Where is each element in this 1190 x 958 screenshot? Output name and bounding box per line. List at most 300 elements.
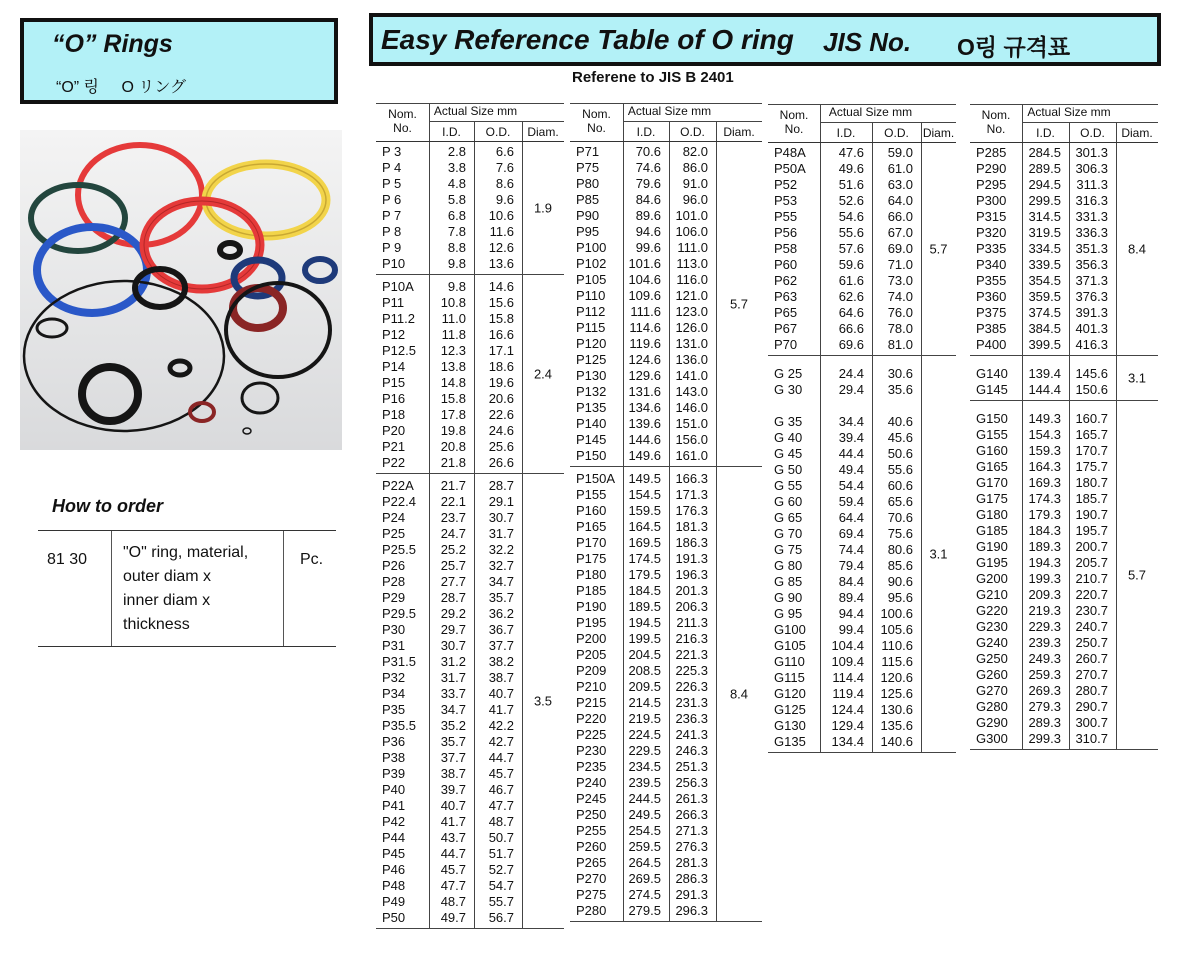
cell-id: 399.5 bbox=[1028, 337, 1061, 352]
cell-nom: P35 bbox=[382, 702, 406, 717]
table-row bbox=[570, 336, 762, 352]
table-row bbox=[570, 487, 762, 503]
table-row bbox=[376, 478, 564, 494]
cell-id: 7.8 bbox=[447, 224, 466, 239]
order-description-line: thickness bbox=[123, 616, 190, 633]
table-row bbox=[570, 240, 762, 256]
cell-od: 206.3 bbox=[675, 599, 708, 614]
table-row bbox=[570, 471, 762, 487]
table-row bbox=[570, 432, 762, 448]
cell-nom: G180 bbox=[976, 507, 1008, 522]
cell-nom: G240 bbox=[976, 635, 1008, 650]
cell-nom: P50 bbox=[382, 910, 406, 925]
cell-id: 154.3 bbox=[1028, 427, 1061, 442]
table-row bbox=[570, 384, 762, 400]
table-row bbox=[970, 177, 1158, 193]
cell-nom: P12.5 bbox=[382, 343, 416, 358]
cell-nom: P255 bbox=[576, 823, 607, 838]
table-row bbox=[970, 699, 1158, 715]
cell-od: 44.7 bbox=[488, 750, 514, 765]
header-od: O.D. bbox=[680, 125, 705, 139]
table-row bbox=[570, 599, 762, 615]
cell-nom: G 50 bbox=[774, 462, 803, 477]
table-row bbox=[376, 455, 564, 471]
size-group bbox=[376, 275, 564, 474]
cell-id: 139.4 bbox=[1028, 366, 1061, 381]
cell-id: 259.3 bbox=[1028, 667, 1061, 682]
cell-od: 60.6 bbox=[887, 478, 913, 493]
cell-od: 105.6 bbox=[880, 622, 913, 637]
cell-od: 59.0 bbox=[887, 145, 913, 160]
cell-od: 220.7 bbox=[1075, 587, 1108, 602]
cell-id: 299.5 bbox=[1028, 193, 1061, 208]
table-row bbox=[970, 209, 1158, 225]
cell-id: 254.5 bbox=[628, 823, 661, 838]
cell-nom: P205 bbox=[576, 647, 607, 662]
table-row bbox=[970, 587, 1158, 603]
header-no: No. bbox=[393, 121, 412, 135]
table-row bbox=[768, 161, 956, 177]
table-row bbox=[970, 321, 1158, 337]
table-row bbox=[376, 798, 564, 814]
table-row bbox=[376, 606, 564, 622]
cell-od: 86.0 bbox=[682, 160, 708, 175]
cell-od: 63.0 bbox=[887, 177, 913, 192]
cell-od: 201.3 bbox=[675, 583, 708, 598]
cell-od: 85.6 bbox=[887, 558, 913, 573]
cell-nom: P112 bbox=[576, 304, 606, 319]
cell-id: 101.6 bbox=[628, 256, 661, 271]
cell-id: 54.6 bbox=[838, 209, 864, 224]
table-header bbox=[768, 104, 956, 143]
table-row bbox=[570, 903, 762, 919]
cell-id: 119.4 bbox=[832, 686, 864, 701]
table-row bbox=[768, 622, 956, 638]
cell-od: 216.3 bbox=[675, 631, 708, 646]
header-nom-no bbox=[570, 103, 623, 142]
cell-od: 56.7 bbox=[488, 910, 514, 925]
cell-id: 208.5 bbox=[628, 663, 661, 678]
cell-nom: P 7 bbox=[382, 208, 402, 223]
cell-id: 249.3 bbox=[1028, 651, 1061, 666]
cell-id: 209.3 bbox=[1028, 587, 1061, 602]
group-divider bbox=[623, 467, 624, 921]
cell-nom: P49 bbox=[382, 894, 406, 909]
cell-id: 19.8 bbox=[440, 423, 466, 438]
cell-id: 22.1 bbox=[440, 494, 466, 509]
table-row bbox=[376, 590, 564, 606]
table-row bbox=[970, 651, 1158, 667]
cell-nom: P195 bbox=[576, 615, 607, 630]
header-divider bbox=[921, 122, 922, 143]
group-divider bbox=[1069, 356, 1070, 400]
cell-nom: G 30 bbox=[774, 382, 803, 397]
table-row bbox=[376, 423, 564, 439]
table-row bbox=[376, 654, 564, 670]
table-row bbox=[570, 631, 762, 647]
cell-id: 49.4 bbox=[838, 462, 864, 477]
cell-nom: P285 bbox=[976, 145, 1007, 160]
cell-id: 20.8 bbox=[440, 439, 466, 454]
header-divider bbox=[872, 122, 873, 143]
cell-id: 279.3 bbox=[1028, 699, 1061, 714]
cell-id: 169.3 bbox=[1028, 475, 1061, 490]
table-row bbox=[768, 510, 956, 526]
cell-id: 64.4 bbox=[838, 510, 864, 525]
cell-id: 99.4 bbox=[838, 622, 864, 637]
order-description-line: "O" ring, material, bbox=[123, 544, 249, 561]
cell-id: 229.3 bbox=[1028, 619, 1061, 634]
table-row bbox=[970, 715, 1158, 731]
cell-od: 106.0 bbox=[675, 224, 708, 239]
cell-nom: P42 bbox=[382, 814, 406, 829]
cell-od: 271.3 bbox=[675, 823, 708, 838]
cell-nom: P360 bbox=[976, 289, 1007, 304]
cell-nom: P53 bbox=[774, 193, 798, 208]
cell-od: 9.6 bbox=[495, 192, 514, 207]
size-group bbox=[376, 474, 564, 929]
cell-id: 129.4 bbox=[831, 718, 864, 733]
cell-od: 165.7 bbox=[1075, 427, 1108, 442]
cell-nom: P320 bbox=[976, 225, 1007, 240]
table-row bbox=[768, 478, 956, 494]
cell-od: 81.0 bbox=[887, 337, 913, 352]
cell-id: 35.7 bbox=[440, 734, 466, 749]
cell-id: 214.5 bbox=[628, 695, 661, 710]
cell-id: 69.6 bbox=[838, 337, 864, 352]
cell-nom: P185 bbox=[576, 583, 607, 598]
cell-id: 314.5 bbox=[1028, 209, 1061, 224]
table-row bbox=[570, 416, 762, 432]
cell-nom: P335 bbox=[976, 241, 1007, 256]
cell-id: 239.3 bbox=[1028, 635, 1061, 650]
cell-id: 33.7 bbox=[440, 686, 466, 701]
header-nom-no bbox=[970, 104, 1022, 143]
cell-nom: P140 bbox=[576, 416, 607, 431]
cell-od: 180.7 bbox=[1075, 475, 1108, 490]
cell-id: 159.3 bbox=[1028, 443, 1061, 458]
cell-od: 130.6 bbox=[880, 702, 913, 717]
cell-nom: G 75 bbox=[774, 542, 803, 557]
header-actual-size: Actual Size mm bbox=[828, 105, 913, 119]
cell-id: 69.4 bbox=[838, 526, 864, 541]
table-row bbox=[970, 523, 1158, 539]
cell-od: 36.2 bbox=[488, 606, 514, 621]
table-row bbox=[570, 503, 762, 519]
size-table-column-2 bbox=[570, 103, 762, 922]
cell-od: 20.6 bbox=[488, 391, 514, 406]
cell-od: 90.6 bbox=[887, 574, 913, 589]
cell-nom: G140 bbox=[976, 366, 1008, 381]
cell-nom: P230 bbox=[576, 743, 607, 758]
cell-id: 5.8 bbox=[447, 192, 466, 207]
cell-diam: 5.7 bbox=[929, 241, 948, 257]
table-row bbox=[570, 176, 762, 192]
table-row bbox=[570, 887, 762, 903]
cell-nom: P10 bbox=[382, 256, 406, 271]
cell-nom: P 5 bbox=[382, 176, 402, 191]
cell-nom: P260 bbox=[576, 839, 607, 854]
cell-od: 69.0 bbox=[887, 241, 913, 256]
cell-id: 54.4 bbox=[838, 478, 864, 493]
cell-nom: P150A bbox=[576, 471, 616, 486]
cell-id: 224.5 bbox=[628, 727, 661, 742]
cell-diam: 1.9 bbox=[533, 200, 553, 216]
table-row bbox=[570, 711, 762, 727]
cell-od: 65.6 bbox=[887, 494, 913, 509]
cell-id: 144.6 bbox=[628, 432, 661, 447]
order-code: 81 30 bbox=[38, 531, 112, 646]
cell-nom: P41 bbox=[382, 798, 406, 813]
o-rings-photo bbox=[20, 130, 342, 450]
cell-id: 319.5 bbox=[1028, 225, 1061, 240]
cell-nom: P40 bbox=[382, 782, 406, 797]
table-row bbox=[570, 807, 762, 823]
cell-id: 45.7 bbox=[440, 862, 466, 877]
cell-nom: G190 bbox=[976, 539, 1008, 554]
table-reference: Referene to JIS B 2401 bbox=[572, 69, 734, 86]
cell-nom: P375 bbox=[976, 305, 1007, 320]
cell-nom: P355 bbox=[976, 273, 1007, 288]
cell-od: 143.0 bbox=[675, 384, 708, 399]
cell-nom: G 40 bbox=[774, 430, 803, 445]
table-row bbox=[768, 366, 956, 382]
table-row bbox=[570, 192, 762, 208]
cell-od: 40.7 bbox=[488, 686, 514, 701]
cell-id: 154.5 bbox=[628, 487, 661, 502]
cell-od: 290.7 bbox=[1075, 699, 1108, 714]
table-row bbox=[570, 743, 762, 759]
cell-id: 13.8 bbox=[440, 359, 466, 374]
table-row bbox=[970, 225, 1158, 241]
group-divider bbox=[474, 474, 475, 928]
table-row bbox=[768, 670, 956, 686]
table-row bbox=[570, 663, 762, 679]
cell-nom: P 4 bbox=[382, 160, 402, 175]
cell-id: 79.4 bbox=[838, 558, 864, 573]
cell-nom: P290 bbox=[976, 161, 1007, 176]
cell-nom: P63 bbox=[774, 289, 798, 304]
cell-nom: P18 bbox=[382, 407, 406, 422]
table-row bbox=[376, 750, 564, 766]
cell-od: 376.3 bbox=[1075, 289, 1108, 304]
cell-nom: P50A bbox=[774, 161, 806, 176]
cell-od: 100.6 bbox=[880, 606, 913, 621]
cell-id: 17.8 bbox=[440, 407, 466, 422]
cell-nom: P 9 bbox=[382, 240, 402, 255]
cell-od: 26.6 bbox=[488, 455, 514, 470]
cell-id: 109.4 bbox=[831, 654, 864, 669]
cell-id: 149.3 bbox=[1028, 411, 1061, 426]
table-row bbox=[376, 542, 564, 558]
cell-id: 51.6 bbox=[838, 177, 864, 192]
cell-od: 401.3 bbox=[1075, 321, 1108, 336]
table-row bbox=[970, 683, 1158, 699]
table-row bbox=[768, 337, 956, 353]
cell-id: 244.5 bbox=[628, 791, 661, 806]
table-row bbox=[376, 814, 564, 830]
cell-diam: 5.7 bbox=[729, 296, 749, 312]
cell-od: 111.0 bbox=[677, 240, 708, 255]
cell-od: 19.6 bbox=[488, 375, 514, 390]
cell-id: 49.7 bbox=[440, 910, 466, 925]
group-divider bbox=[872, 143, 873, 355]
cell-nom: P130 bbox=[576, 368, 607, 383]
order-description-line: inner diam x bbox=[123, 592, 211, 609]
cell-nom: P235 bbox=[576, 759, 607, 774]
cell-id: 2.8 bbox=[447, 144, 466, 159]
cell-od: 28.7 bbox=[488, 478, 514, 493]
header-id: I.D. bbox=[442, 125, 461, 139]
cell-od: 54.7 bbox=[488, 878, 514, 893]
header-actual-size: Actual Size mm bbox=[627, 104, 712, 118]
header-id: I.D. bbox=[1036, 126, 1055, 140]
table-row bbox=[970, 539, 1158, 555]
header-mid-rule bbox=[623, 121, 762, 122]
table-row bbox=[376, 295, 564, 311]
cell-od: 34.7 bbox=[488, 574, 514, 589]
size-group bbox=[768, 143, 956, 356]
cell-nom: P225 bbox=[576, 727, 607, 742]
cell-od: 160.7 bbox=[1075, 411, 1108, 426]
group-divider bbox=[429, 474, 430, 928]
table-row bbox=[970, 507, 1158, 523]
cell-id: 359.5 bbox=[1028, 289, 1061, 304]
cell-od: 76.0 bbox=[887, 305, 913, 320]
cell-nom: P15 bbox=[382, 375, 406, 390]
table-row bbox=[768, 209, 956, 225]
cell-id: 64.6 bbox=[838, 305, 864, 320]
cell-od: 30.7 bbox=[488, 510, 514, 525]
table-row bbox=[570, 144, 762, 160]
cell-nom: G125 bbox=[774, 702, 806, 717]
table-row bbox=[376, 734, 564, 750]
table-row bbox=[970, 305, 1158, 321]
cell-od: 356.3 bbox=[1075, 257, 1108, 272]
cell-id: 149.5 bbox=[628, 471, 661, 486]
cell-od: 260.7 bbox=[1075, 651, 1108, 666]
cell-id: 21.7 bbox=[440, 478, 466, 493]
table-row bbox=[768, 321, 956, 337]
cell-id: 44.7 bbox=[440, 846, 466, 861]
cell-nom: G260 bbox=[976, 667, 1008, 682]
cell-id: 84.6 bbox=[635, 192, 661, 207]
cell-id: 274.5 bbox=[628, 887, 661, 902]
table-row bbox=[768, 638, 956, 654]
order-table bbox=[38, 530, 336, 647]
cell-nom: P135 bbox=[576, 400, 607, 415]
cell-nom: P32 bbox=[382, 670, 406, 685]
cell-nom: P28 bbox=[382, 574, 406, 589]
cell-od: 311.3 bbox=[1076, 177, 1108, 192]
table-row bbox=[376, 574, 564, 590]
cell-od: 331.3 bbox=[1075, 209, 1108, 224]
cell-nom: G130 bbox=[774, 718, 806, 733]
cell-id: 169.5 bbox=[628, 535, 661, 550]
size-group bbox=[570, 142, 762, 467]
table-row bbox=[768, 382, 956, 398]
cell-od: 121.0 bbox=[675, 288, 708, 303]
cell-nom: P100 bbox=[576, 240, 607, 255]
cell-od: 55.6 bbox=[887, 462, 913, 477]
cell-id: 114.6 bbox=[629, 320, 661, 335]
table-row bbox=[768, 494, 956, 510]
table-title: Easy Reference Table of O ring bbox=[381, 24, 794, 55]
cell-od: 48.7 bbox=[488, 814, 514, 829]
product-title: “O” Rings bbox=[52, 30, 173, 58]
table-row bbox=[376, 558, 564, 574]
cell-od: 35.7 bbox=[488, 590, 514, 605]
cell-nom: P270 bbox=[576, 871, 607, 886]
cell-id: 11.8 bbox=[441, 327, 466, 342]
cell-nom: G 60 bbox=[774, 494, 803, 509]
table-row bbox=[376, 256, 564, 272]
cell-nom: G100 bbox=[774, 622, 806, 637]
table-row bbox=[570, 352, 762, 368]
cell-nom: G175 bbox=[976, 491, 1008, 506]
cell-nom: G135 bbox=[774, 734, 806, 749]
cell-od: 15.6 bbox=[488, 295, 514, 310]
table-row bbox=[570, 727, 762, 743]
cell-id: 104.4 bbox=[831, 638, 864, 653]
cell-od: 10.6 bbox=[488, 208, 514, 223]
cell-nom: P58 bbox=[774, 241, 798, 256]
cell-nom: P67 bbox=[774, 321, 798, 336]
cell-id: 59.4 bbox=[838, 494, 864, 509]
cell-od: 161.0 bbox=[675, 448, 708, 463]
cell-od: 74.0 bbox=[887, 289, 913, 304]
cell-od: 310.7 bbox=[1075, 731, 1108, 746]
cell-id: 204.5 bbox=[628, 647, 661, 662]
cell-od: 145.6 bbox=[1075, 366, 1108, 381]
cell-nom: P46 bbox=[382, 862, 406, 877]
table-row bbox=[768, 606, 956, 622]
table-row bbox=[376, 526, 564, 542]
table-row bbox=[376, 766, 564, 782]
cell-id: 3.8 bbox=[447, 160, 466, 175]
cell-nom: G170 bbox=[976, 475, 1008, 490]
table-row bbox=[376, 862, 564, 878]
cell-id: 269.5 bbox=[628, 871, 661, 886]
cell-od: 141.0 bbox=[675, 368, 708, 383]
cell-nom: P70 bbox=[774, 337, 798, 352]
cell-id: 39.4 bbox=[838, 430, 864, 445]
cell-id: 49.6 bbox=[838, 161, 864, 176]
cell-id: 134.4 bbox=[831, 734, 864, 749]
table-row bbox=[570, 823, 762, 839]
cell-id: 84.4 bbox=[838, 574, 864, 589]
cell-nom: P115 bbox=[576, 320, 606, 335]
cell-od: 110.6 bbox=[881, 638, 913, 653]
table-row bbox=[376, 176, 564, 192]
cell-od: 291.3 bbox=[675, 887, 708, 902]
table-row bbox=[768, 177, 956, 193]
cell-od: 70.6 bbox=[887, 510, 913, 525]
cell-nom: P80 bbox=[576, 176, 600, 191]
cell-id: 279.5 bbox=[628, 903, 661, 918]
size-group bbox=[970, 143, 1158, 356]
cell-nom: P400 bbox=[976, 337, 1007, 352]
cell-nom: P295 bbox=[976, 177, 1007, 192]
table-row bbox=[570, 567, 762, 583]
cell-nom: P48A bbox=[774, 145, 806, 160]
cell-id: 34.7 bbox=[440, 702, 466, 717]
cell-id: 59.6 bbox=[838, 257, 864, 272]
cell-nom: P105 bbox=[576, 272, 607, 287]
cell-id: 294.5 bbox=[1028, 177, 1061, 192]
header-id: I.D. bbox=[636, 125, 656, 139]
cell-od: 35.6 bbox=[887, 382, 913, 397]
